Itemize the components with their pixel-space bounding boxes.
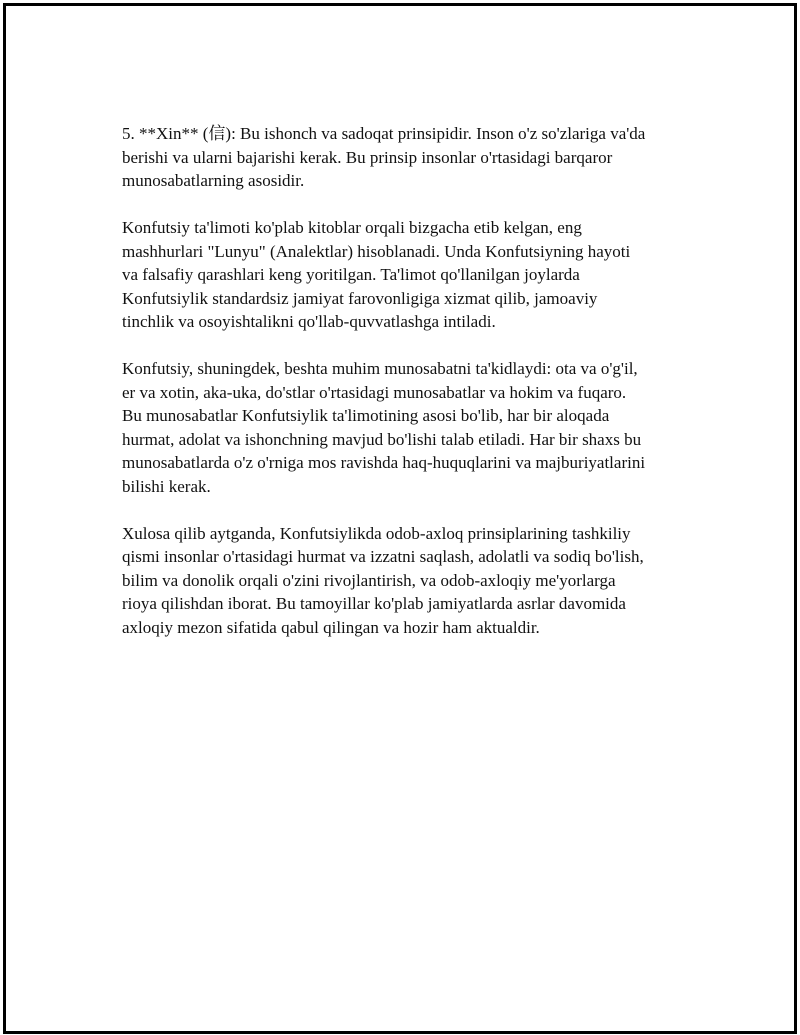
paragraph-conclusion [122, 522, 712, 640]
text-line: axloqiy mezon sifatida qabul qilingan va hozir ham aktualdir. [122, 617, 540, 637]
text-line: Konfutsiy ta'limoti ko'plab kitoblar orqali bizgacha etib kelgan, eng [122, 218, 582, 237]
text-line: er va xotin, aka-uka, do'stlar o'rtasidagi munosabatlar va hokim va fuqaro. [122, 382, 627, 402]
text-line: bilim va donolik orqali o'zini rivojlantirish, va odob-axloqiy me'yorlarga [122, 570, 616, 590]
text-line: munosabatlarda o'z o'rniga mos ravishda haq-huquqlarini va majburiyatlarini [122, 453, 646, 472]
paragraph-teachings-books [122, 216, 712, 334]
text-line: Konfutsiylik standardsiz jamiyat farovonligiga xizmat qilib, jamoaviy [122, 288, 598, 308]
text-line: munosabatlarning asosidir. [122, 171, 305, 190]
text-line: 5. **Xin** (信): Bu ishonch va sadoqat prinsipidir. Inson o'z so'zlariga va'da [122, 124, 646, 143]
paragraph-five-relationships [122, 357, 712, 498]
document-body [122, 122, 712, 663]
text-line: va falsafiy qarashlari keng yoritilgan. Ta'limot qo'llanilgan joylarda [122, 265, 580, 284]
text-line: qismi insonlar o'rtasidagi hurmat va izzatni saqlash, adolatli va sodiq bo'lish, [122, 547, 644, 566]
paragraph-xin-principle [122, 122, 712, 193]
text-line: Konfutsiy, shuningdek, beshta muhim munosabatni ta'kidlaydi: ota va o'g'il, [122, 359, 638, 378]
text-line: tinchlik va osoyishtalikni qo'llab-quvvatlashga intiladi. [122, 312, 496, 331]
text-line: Bu munosabatlar Konfutsiylik ta'limotining asosi bo'lib, har bir aloqada [122, 406, 610, 425]
text-line: hurmat, adolat va ishonchning mavjud bo'lishi talab etiladi. Har bir shaxs bu [122, 429, 642, 449]
text-line: bilishi kerak. [122, 476, 211, 496]
page-frame [3, 3, 797, 1034]
text-line: mashhurlari "Lunyu" (Analektlar) hisoblanadi. Unda Konfutsiyning hayoti [122, 241, 631, 261]
text-line: berishi va ularni bajarishi kerak. Bu prinsip insonlar o'rtasidagi barqaror [122, 147, 613, 167]
text-line: rioya qilishdan iborat. Bu tamoyillar ko'plab jamiyatlarda asrlar davomida [122, 594, 626, 613]
text-line: Xulosa qilib aytganda, Konfutsiylikda odob-axloq prinsiplarining tashkiliy [122, 523, 631, 543]
